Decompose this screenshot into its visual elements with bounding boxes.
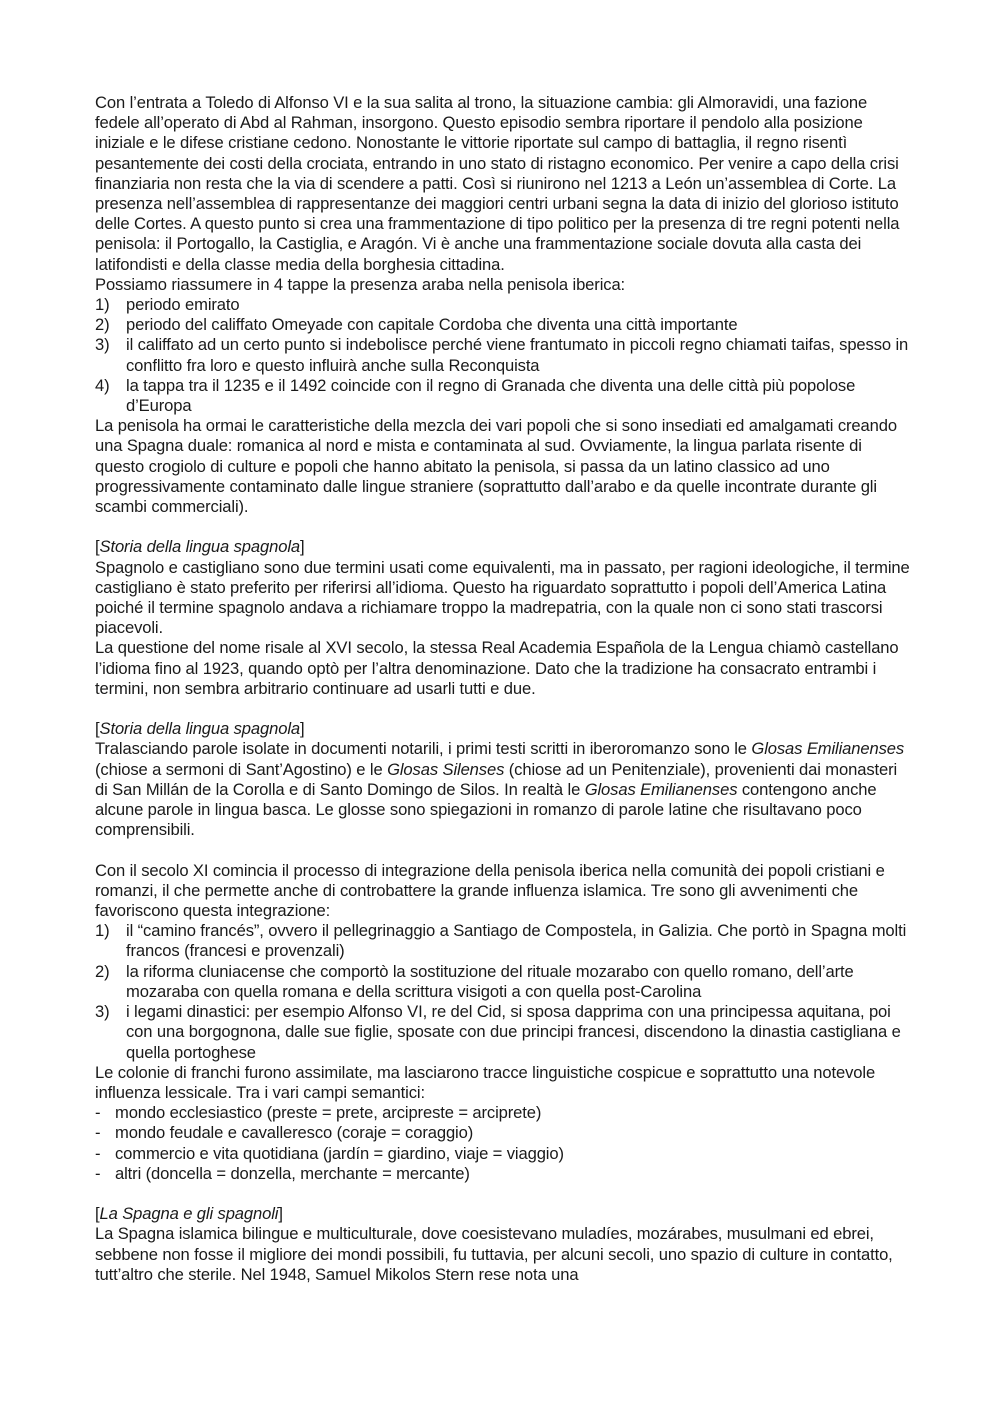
list-item-text: il “camino francés”, ovvero il pellegrinaggio a Santiago de Compostela, in Galizia. Che portò in Spagna molti francos (francesi e provenzali): [126, 921, 907, 961]
paragraph-spagnolo-castigliano: Spagnolo e castigliano sono due termini usati come equivalenti, ma in passato, per ragioni ideologiche, il termine castigliano è stato preferito per riferirsi all’idioma. Questo ha riguardato soprattutto i popoli dell’America Latina poiché il termine spagnolo andava a richiamare troppo la madrepatria, con la quale non ci sono stati trascorsi piacevoli.: [95, 557, 910, 638]
list-item: [95, 1123, 910, 1143]
document-page: [95, 93, 910, 1285]
list-item: [95, 295, 910, 315]
paragraph-questione-nome: La questione del nome risale al XVI secolo, la stessa Real Academia Española de la Lengua chiamò castellano l’idioma fino al 1923, quando optò per l’altra denominazione. Dato che la tradizione ha consacrato entrambi i termini, non sembra arbitrario continuare ad usarli tutti e due.: [95, 638, 899, 698]
paragraph-secolo-xi: Con il secolo XI comincia il processo di integrazione della penisola iberica nella comunità dei popoli cristiani e romanzi, il che permette anche di controbattere la grande influenza islamica. Tre sono gli avvenimenti che favoriscono questa integrazione:: [95, 860, 885, 921]
paragraph-mezcla: La penisola ha ormai le caratteristiche della mezcla dei vari popoli che si sono insediati ed amalgamati creando una Spagna duale: romanica al nord e mista e contaminata al sud. Ovviamente, la lingua parlata risente di questo crogiolo di culture e popoli che hanno abitato la penisola, si passa da un latino classico ad uno progressivamente contaminato dalle lingue straniere (soprattutto dall’arabo e da quelle incontrate durante gli scambi commerciali).: [95, 416, 897, 517]
list-item: [95, 1144, 910, 1164]
list-marker: 1): [95, 921, 110, 941]
list-marker: 3): [95, 1002, 110, 1022]
list-item: [95, 962, 910, 1002]
list-item-text: i legami dinastici: per esempio Alfonso VI, re del Cid, si sposa dapprima con una principessa aquitana, poi con una borgognona, dalle sue figlie, sposate con due principi francesi, discendono la dinastia castigliana e quella portoghese: [126, 1002, 901, 1062]
section-heading: [Storia della lingua spagnola]: [95, 719, 305, 739]
paragraph-tappe-intro: Possiamo riassumere in 4 tappe la presenza araba nella penisola iberica:: [95, 274, 626, 294]
paragraph-almoravidi: Con l’entrata a Toledo di Alfonso VI e la sua salita al trono, la situazione cambia: gli Almoravidi, una fazione fedele all’operato di Abd al Rahman, insorgono. Questo episodio sembra riportare il pendolo alla posizione iniziale e le difese cristiane cedono. Nonostante le vittorie riportate sul campo di battaglia, il regno risentì pesantemente dei costi della crociata, entrando in uno stato di ristagno economico. Per venire a capo della crisi finanziaria non resta che la via di scendere a patti. Così si riunirono nel 1213 a León un’assemblea di Corte. La presenza nell’assemblea di rappresentanze dei maggiori centri urbani segna la data di inizio del glorioso istituto delle Cortes. A questo punto si crea una frammentazione di tipo politico per la presenza di tre regni potenti nella penisola: il Portogallo, la Castiglia, e Aragón. Vi è anche una frammentazione sociale dovuta alla casta dei latifondisti e della classe media della borghesia cittadina.: [95, 93, 900, 274]
list-campi-semantici: [95, 1103, 910, 1184]
section-heading-title: Storia della lingua spagnola: [99, 537, 301, 557]
list-marker: 2): [95, 961, 110, 981]
list-marker: -: [95, 1123, 101, 1143]
list-item: [95, 315, 910, 335]
list-marker: -: [95, 1103, 101, 1123]
list-item-text: la riforma cluniacense che comportò la sostituzione del rituale mozarabo con quello romano, dell’arte mozaraba con quella romana e della scrittura visigoti a con quella post-Carolina: [126, 961, 854, 1001]
paragraph-spagna-islamica: La Spagna islamica bilingue e multiculturale, dove coesistevano muladíes, mozárabes, musulmani ed ebrei, sebbene non fosse il migliore dei mondi possibili, fu tuttavia, per alcuni secoli, uno spazio di culture in contatto, tutt’altro che sterile. Nel 1948, Samuel Mikolos Stern rese nota una: [95, 1224, 893, 1284]
list-tappe-araba: [95, 295, 910, 416]
list-item: [95, 1164, 910, 1184]
list-item-text: commercio e vita quotidiana (jardín = giardino, viaje = viaggio): [115, 1143, 564, 1163]
list-item-text: altri (doncella = donzella, merchante = mercante): [115, 1163, 470, 1183]
list-item-text: periodo del califfato Omeyade con capitale Cordoba che diventa una città importante: [126, 315, 738, 335]
list-item: [95, 1103, 910, 1123]
list-item: [95, 376, 910, 416]
paragraph-colonie-franchi: Le colonie di franchi furono assimilate, ma lasciarono tracce linguistiche cospicue e soprattutto una notevole influenza lessicale. Tra i vari campi semantici:: [95, 1062, 876, 1102]
list-marker: 2): [95, 315, 110, 335]
section-heading: [La Spagna e gli spagnoli]: [95, 1204, 283, 1224]
list-item-text: la tappa tra il 1235 e il 1492 coincide con il regno di Granada che diventa una delle città più popolose d’Europa: [126, 375, 856, 416]
paragraph-glosas: Tralasciando parole isolate in documenti notarili, i primi testi scritti in iberoromanzo sono le Glosas Emilianenses (chiose a sermoni di Sant’Agostino) e le Glosas Silenses (chiose ad un Penitenziale), provenienti dai monasteri di San Millán de la Corolla e di Santo Domingo de Silos. In realtà le Glosas Emilianenses contengono anche alcune parole in lingua basca. Le glosse sono spiegazioni in romanzo di parole latine che risultavano poco comprensibili.: [95, 739, 905, 840]
section-heading-title: Storia della lingua spagnola: [99, 719, 301, 739]
list-item: [95, 1002, 910, 1063]
section-heading: [Storia della lingua spagnola]: [95, 537, 305, 557]
list-item: [95, 335, 910, 375]
list-item-text: il califfato ad un certo punto si indebolisce perché viene frantumato in piccoli regno chiamati taifas, spesso in conflitto fra loro e questo influirà anche sulla Reconquista: [126, 335, 909, 375]
list-item-text: mondo ecclesiastico (preste = prete, arcipreste = arciprete): [115, 1103, 542, 1123]
section-heading-title: La Spagna e gli spagnoli: [99, 1204, 279, 1224]
list-avvenimenti: [95, 921, 910, 1062]
list-marker: 1): [95, 295, 110, 315]
list-item: [95, 921, 910, 961]
list-marker: 4): [95, 375, 110, 395]
list-item-text: periodo emirato: [126, 295, 240, 315]
list-marker: 3): [95, 335, 110, 355]
list-marker: -: [95, 1163, 101, 1183]
list-item-text: mondo feudale e cavalleresco (coraje = coraggio): [115, 1123, 474, 1143]
list-marker: -: [95, 1143, 101, 1163]
